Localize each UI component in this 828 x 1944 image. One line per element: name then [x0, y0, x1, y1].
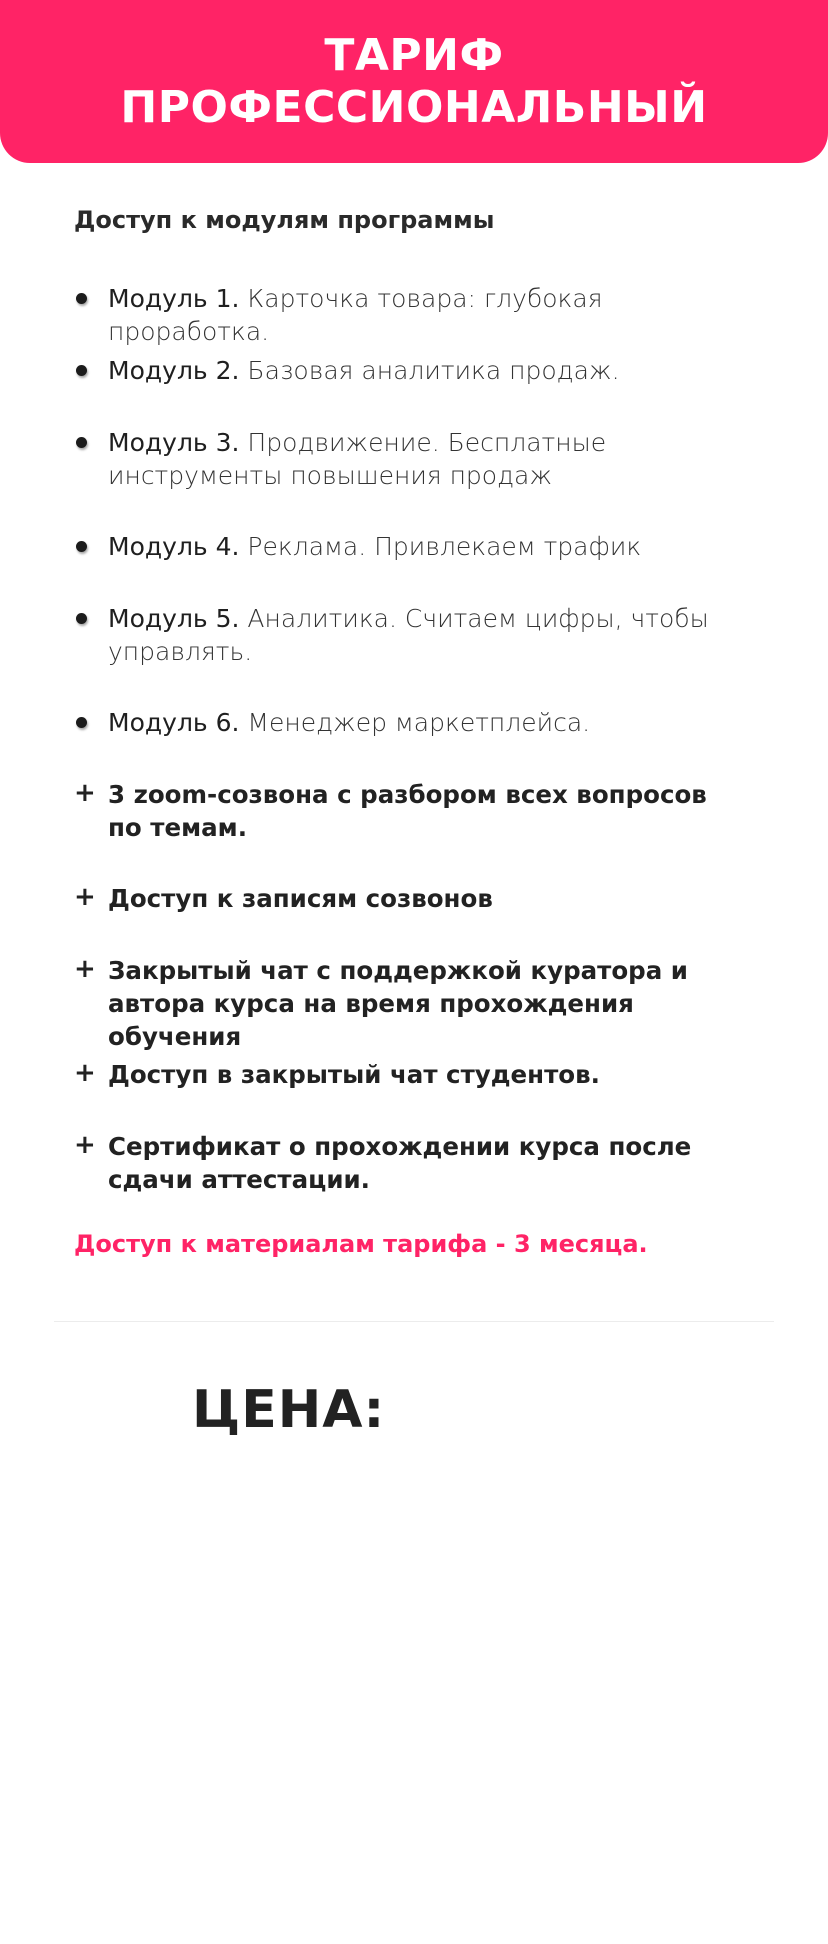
tariff-title-line1: ТАРИФ — [324, 29, 504, 81]
section-title: Доступ к модулям программы — [74, 206, 495, 234]
plus-icon: + — [74, 954, 96, 984]
module-item-4 — [74, 530, 764, 563]
bullet-icon — [76, 437, 87, 448]
module-item-1 — [74, 282, 764, 348]
module-description: Карточка товара: глубокая проработка. — [108, 284, 603, 346]
module-description: Менеджер маркетплейса. — [247, 708, 591, 737]
module-name: Модуль 1. — [108, 284, 240, 313]
module-description: Базовая аналитика продаж. — [247, 356, 620, 385]
module-item-5 — [74, 602, 714, 668]
module-description: Реклама. Привлекаем трафик — [247, 532, 642, 561]
extra-item-text: Доступ к записям созвонов — [108, 884, 493, 913]
module-name: Модуль 5. — [108, 604, 240, 633]
module-item-2 — [74, 354, 764, 387]
divider — [54, 1321, 774, 1322]
extra-item-text: Закрытый чат с поддержкой куратора и автора курса на время прохождения обучения — [108, 956, 688, 1051]
plus-icon: + — [74, 1058, 96, 1088]
plus-icon: + — [74, 778, 96, 808]
extra-item-2 — [74, 882, 764, 915]
module-name: Модуль 3. — [108, 428, 240, 457]
extra-item-3 — [74, 954, 774, 1053]
module-name: Модуль 4. — [108, 532, 240, 561]
tariff-title — [34, 30, 794, 134]
extra-item-1 — [74, 778, 714, 844]
module-item-6 — [74, 706, 764, 739]
extra-item-4 — [74, 1058, 764, 1091]
extra-item-text: 3 zoom-созвона с разбором всех вопросов по темам. — [108, 780, 707, 842]
plus-icon: + — [74, 1130, 96, 1160]
bullet-icon — [76, 717, 87, 728]
module-name: Модуль 2. — [108, 356, 240, 385]
bullet-icon — [76, 541, 87, 552]
tariff-header — [0, 0, 828, 163]
extra-item-text: Сертификат о прохождении курса после сдачи аттестации. — [108, 1132, 692, 1194]
bullet-icon — [76, 365, 87, 376]
bullet-icon — [76, 293, 87, 304]
module-description: Аналитика. Считаем цифры, чтобы управлять. — [108, 604, 709, 666]
module-name: Модуль 6. — [108, 708, 240, 737]
module-item-3 — [74, 426, 634, 492]
module-description: Продвижение. Бесплатные инструменты повышения продаж — [108, 428, 607, 490]
extra-item-5 — [74, 1130, 774, 1196]
price-label: ЦЕНА: — [192, 1380, 386, 1440]
plus-icon: + — [74, 882, 96, 912]
extra-item-text: Доступ в закрытый чат студентов. — [108, 1060, 600, 1089]
bullet-icon — [76, 613, 87, 624]
access-duration-note: Доступ к материалам тарифа - 3 месяца. — [74, 1230, 648, 1258]
tariff-title-line2: ПРОФЕССИОНАЛЬНЫЙ — [120, 81, 708, 133]
